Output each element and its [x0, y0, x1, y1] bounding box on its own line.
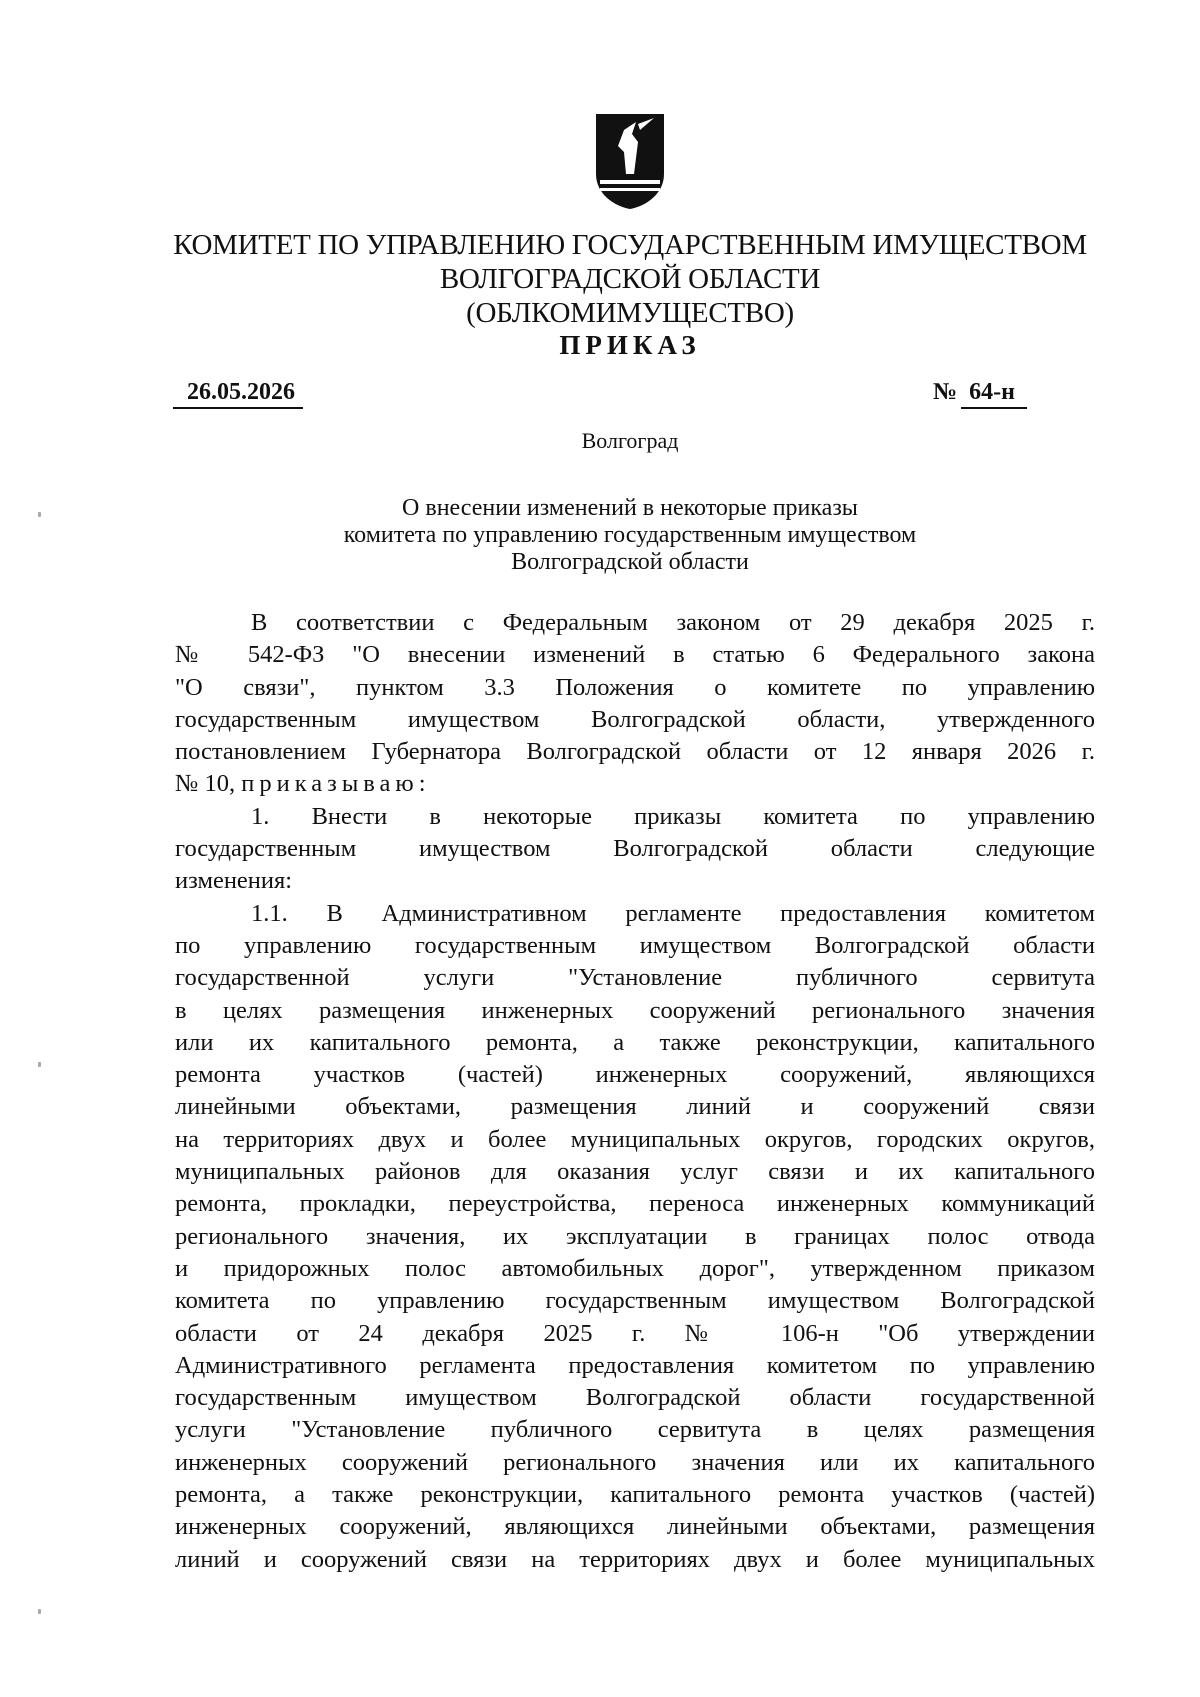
body-line: постановлением Губернатора Волгоградской области от 12 января 2026 г. [175, 738, 1095, 766]
document-title [160, 495, 1100, 576]
body-line: услуги "Установление публичного сервитута в целях размещения [175, 1416, 1095, 1444]
order-verb: приказываю: [241, 770, 431, 798]
scan-artifact [38, 1609, 41, 1614]
body-line: или их капитального ремонта, а также реконструкции, капитального [175, 1028, 1095, 1056]
organization-name-line-2: ВОЛГОГРАДСКОЙ ОБЛАСТИ [439, 263, 821, 295]
scan-artifact [38, 512, 41, 517]
body-line: № 542-ФЗ "О внесении изменений в статью 6 Федерального закона [175, 641, 1095, 669]
body-line: и придорожных полос автомобильных дорог", утвержденном приказом [175, 1254, 1095, 1282]
body-line: по управлению государственным имуществом Волгоградской области [175, 931, 1095, 959]
body-line: линейными объектами, размещения линий и сооружений связи [175, 1093, 1095, 1121]
body-line: ремонта, прокладки, переустройства, переноса инженерных коммуникаций [175, 1190, 1095, 1218]
body-line: ремонта участков (частей) инженерных сооружений, являющихся [175, 1061, 1095, 1089]
body-line: муниципальных районов для оказания услуг связи и их капитального [175, 1158, 1095, 1186]
organization-abbreviation: (ОБЛКОМИМУЩЕСТВО) [466, 297, 794, 329]
document-body [175, 607, 1095, 1576]
body-line: комитета по управлению государственным имуществом Волгоградской [175, 1287, 1095, 1315]
organization-name-line-1: КОМИТЕТ ПО УПРАВЛЕНИЮ ГОСУДАРСТВЕННЫМ ИМУЩЕСТВОМ [173, 229, 1087, 261]
body-line: на территориях двух и более муниципальных округов, городских округов, [175, 1125, 1095, 1153]
body-line: изменения: [175, 867, 293, 895]
body-line: "О связи", пунктом 3.3 Положения о комитете по управлению [175, 673, 1095, 701]
body-line: регионального значения, их эксплуатации в границах полос отвода [175, 1222, 1095, 1250]
title-line: Волгоградской области [511, 549, 749, 575]
body-line: в целях размещения инженерных сооружений регионального значения [175, 996, 1095, 1024]
body-line [175, 768, 1095, 800]
number-sign: № [933, 379, 958, 405]
order-reference: № 10, [175, 770, 236, 798]
body-line: 1.1. В Административном регламенте предоставления комитетом [251, 899, 1095, 927]
body-line: инженерных сооружений регионального значения или их капитального [175, 1448, 1095, 1476]
document-number [933, 377, 1027, 409]
title-line: комитета по управлению государственным имуществом [343, 522, 917, 548]
number-value: 64-н [961, 377, 1027, 409]
scan-artifact [38, 1062, 41, 1067]
body-line: государственным имуществом Волгоградской области, утвержденного [175, 705, 1095, 733]
body-line: области от 24 декабря 2025 г. № 106-н "Об утверждении [175, 1319, 1095, 1347]
document-date: 26.05.2026 [173, 377, 303, 409]
body-line: 1. Внести в некоторые приказы комитета по управлению [251, 802, 1095, 830]
body-line: ремонта, а также реконструкции, капитального ремонта участков (частей) [175, 1481, 1095, 1509]
document-city: Волгоград [581, 428, 679, 453]
body-line: инженерных сооружений, являющихся линейными объектами, размещения [175, 1513, 1095, 1541]
body-line: линий и сооружений связи на территориях двух и более муниципальных [175, 1545, 1095, 1573]
document-type: ПРИКАЗ [559, 330, 701, 360]
volgograd-region-emblem-icon [594, 112, 666, 210]
body-line: государственным имуществом Волгоградской области государственной [175, 1384, 1095, 1412]
body-line: государственным имуществом Волгоградской области следующие [175, 835, 1095, 863]
body-line: государственной услуги "Установление публичного сервитута [175, 964, 1095, 992]
title-line: О внесении изменений в некоторые приказы [402, 495, 858, 521]
body-line: В соответствии с Федеральным законом от 29 декабря 2025 г. [251, 609, 1095, 636]
body-line: Административного регламента предоставления комитетом по управлению [175, 1351, 1095, 1379]
